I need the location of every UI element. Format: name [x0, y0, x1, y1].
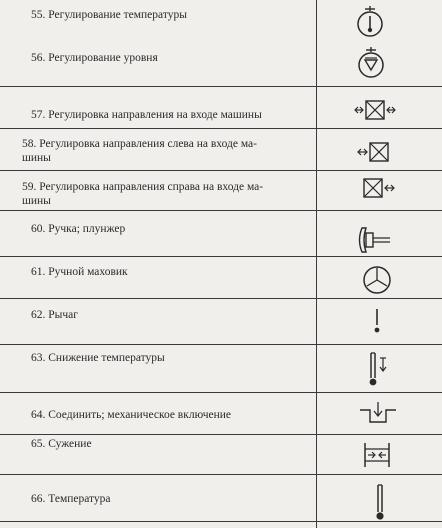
- level-regulation-icon: [356, 45, 386, 81]
- narrowing-icon: [360, 440, 394, 470]
- row-label: 55. Регулирование температуры: [31, 9, 187, 21]
- direction-right-icon: [360, 176, 400, 200]
- row-label: 61. Ручной маховик: [31, 266, 128, 278]
- row-label: 64. Соединить; механическое включение: [31, 409, 232, 421]
- connect-engage-icon: [358, 398, 398, 428]
- row-divider: [0, 298, 442, 299]
- row-label: 65. Сужение: [31, 438, 92, 450]
- temperature-icon: [373, 482, 387, 522]
- handwheel-icon: [361, 264, 393, 296]
- row-divider: [0, 210, 442, 211]
- row-label: 58. Регулировка направления слева на входе ма- шины: [22, 138, 257, 164]
- row-divider: [0, 474, 442, 475]
- row-divider: [0, 344, 442, 345]
- row-label: 62. Рычаг: [31, 309, 78, 321]
- column-divider: [316, 0, 317, 528]
- direction-both-icon: [351, 98, 401, 122]
- row-divider: [0, 170, 442, 171]
- row-divider: [0, 256, 442, 257]
- direction-left-icon: [354, 140, 394, 164]
- handle-plunger-icon: [354, 224, 394, 256]
- row-divider: [0, 86, 442, 87]
- row-divider: [0, 392, 442, 393]
- row-label: 63. Снижение температуры: [31, 352, 165, 364]
- row-label: 60. Ручка; плунжер: [31, 223, 126, 235]
- row-label: 66. Температура: [31, 493, 111, 505]
- lever-icon: [371, 306, 383, 336]
- temperature-decrease-icon: [365, 350, 389, 388]
- row-label: 59. Регулировка направления справа на входе ма- шины: [22, 181, 264, 207]
- row-divider: [0, 434, 442, 435]
- row-label: 56. Регулирование уровня: [31, 52, 158, 64]
- row-label: 57. Регулировка направления на входе машины: [31, 109, 262, 121]
- temperature-regulation-icon: [355, 4, 385, 40]
- row-divider: [0, 128, 442, 129]
